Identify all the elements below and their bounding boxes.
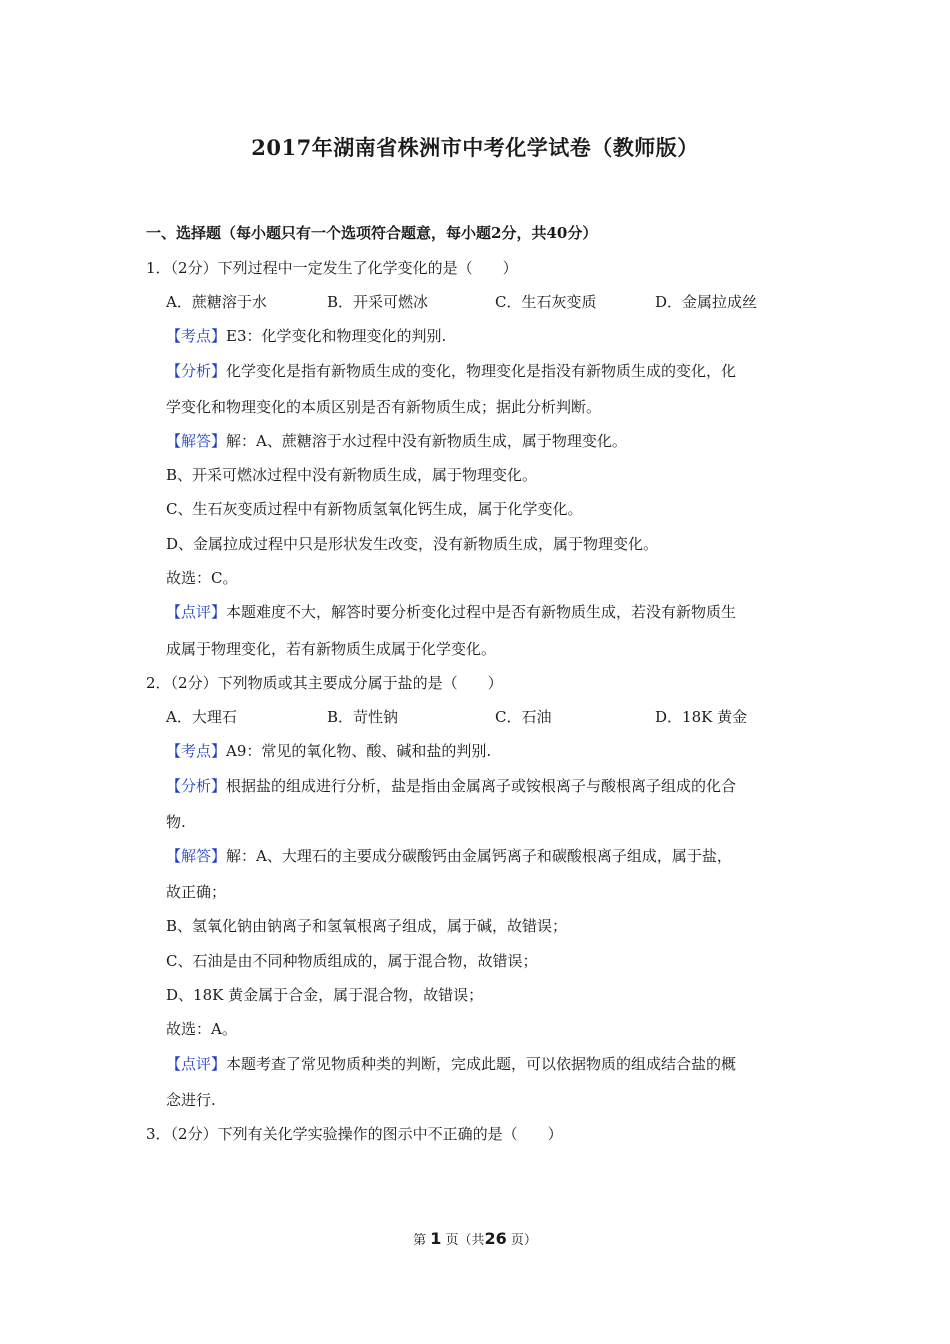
dianping-label: 【点评】 (166, 1055, 227, 1073)
page-number: 1 (430, 1229, 442, 1248)
total-pages: 26 (484, 1229, 507, 1248)
question-2-option-d: D．18K 黄金 (655, 708, 748, 726)
question-1-dianping (166, 602, 736, 622)
question-1-option-d: D．金属拉成丝 (655, 293, 758, 311)
jieda-text: 解：A、蔗糖溶于水过程中没有新物质生成，属于物理变化。 (226, 432, 627, 450)
question-1-option-b: B．开采可燃冰 (327, 293, 429, 311)
fenxi-label: 【分析】 (166, 777, 227, 795)
question-2-option-b: B．苛性钠 (327, 708, 399, 726)
section-heading: 一、选择题（每小题只有一个选项符合题意，每小题2分，共40分） (146, 224, 598, 242)
jieda-label: 【解答】 (166, 847, 227, 865)
fenxi-text: 根据盐的组成进行分析，盐是指由金属离子或铵根离子与酸根离子组成的化合 (226, 777, 737, 795)
question-1-jieda-c: C、生石灰变质过程中有新物质氢氧化钙生成，属于化学变化。 (166, 500, 583, 518)
question-2-jieda-d: D、18K 黄金属于合金，属于混合物，故错误； (166, 986, 484, 1004)
dianping-text: 本题难度不大，解答时要分析变化过程中是否有新物质生成，若没有新物质生 (226, 603, 737, 621)
dianping-label: 【点评】 (166, 603, 227, 621)
question-1-option-c: C．生石灰变质 (495, 293, 597, 311)
question-2-option-a: A．大理石 (166, 708, 237, 726)
question-2-dianping-cont: 念进行. (166, 1091, 216, 1109)
fenxi-label: 【分析】 (166, 362, 227, 380)
question-1-kaodian (166, 326, 446, 346)
question-2-fenxi (166, 776, 736, 796)
question-1-option-a: A．蔗糖溶于水 (166, 293, 267, 311)
question-1-jieda-b: B、开采可燃冰过程中没有新物质生成，属于物理变化。 (166, 466, 538, 484)
question-2-answer: 故选：A。 (166, 1020, 237, 1038)
question-2-option-c: C．石油 (495, 708, 552, 726)
question-2-dianping (166, 1054, 736, 1074)
footer-suffix: 页） (510, 1233, 537, 1248)
jieda-label: 【解答】 (166, 432, 227, 450)
page-footer (0, 1229, 950, 1248)
footer-prefix: 第 (413, 1233, 427, 1248)
jieda-text: 解：A、大理石的主要成分碳酸钙由金属钙离子和碳酸根离子组成，属于盐， (226, 847, 732, 865)
kaodian-label: 【考点】 (166, 327, 227, 345)
kaodian-label: 【考点】 (166, 742, 227, 760)
question-2-jieda (166, 846, 732, 866)
footer-middle: 页（共 (445, 1233, 485, 1248)
question-2-jieda-cont: 故正确； (166, 883, 227, 901)
question-2-kaodian (166, 741, 491, 761)
question-2-jieda-c: C、石油是由不同种物质组成的，属于混合物，故错误； (166, 952, 538, 970)
question-2-fenxi-cont: 物. (166, 813, 186, 831)
question-1-jieda (166, 431, 627, 451)
fenxi-text: 化学变化是指有新物质生成的变化，物理变化是指没有新物质生成的变化，化 (226, 362, 737, 380)
document-title: 2017年湖南省株洲市中考化学试卷（教师版） (251, 135, 699, 160)
dianping-text: 本题考查了常见物质种类的判断，完成此题，可以依据物质的组成结合盐的概 (226, 1055, 737, 1073)
question-1-jieda-d: D、金属拉成过程中只是形状发生改变，没有新物质生成，属于物理变化。 (166, 535, 659, 553)
question-1-dianping-cont: 成属于物理变化，若有新物质生成属于化学变化。 (166, 640, 497, 658)
question-3-stem: 3．（2分）下列有关化学实验操作的图示中不正确的是（ ） (146, 1125, 563, 1143)
question-1-stem: 1．（2分）下列过程中一定发生了化学变化的是（ ） (146, 259, 518, 277)
question-1-fenxi (166, 361, 736, 381)
question-1-answer: 故选：C。 (166, 569, 238, 587)
question-2-jieda-b: B、氢氧化钠由钠离子和氢氧根离子组成，属于碱，故错误； (166, 917, 568, 935)
question-1-fenxi-cont: 学变化和物理变化的本质区别是否有新物质生成；据此分析判断。 (166, 398, 602, 416)
kaodian-text: E3：化学变化和物理变化的判别. (226, 327, 447, 345)
kaodian-text: A9：常见的氧化物、酸、碱和盐的判别. (226, 742, 492, 760)
question-2-stem: 2．（2分）下列物质或其主要成分属于盐的是（ ） (146, 674, 503, 692)
